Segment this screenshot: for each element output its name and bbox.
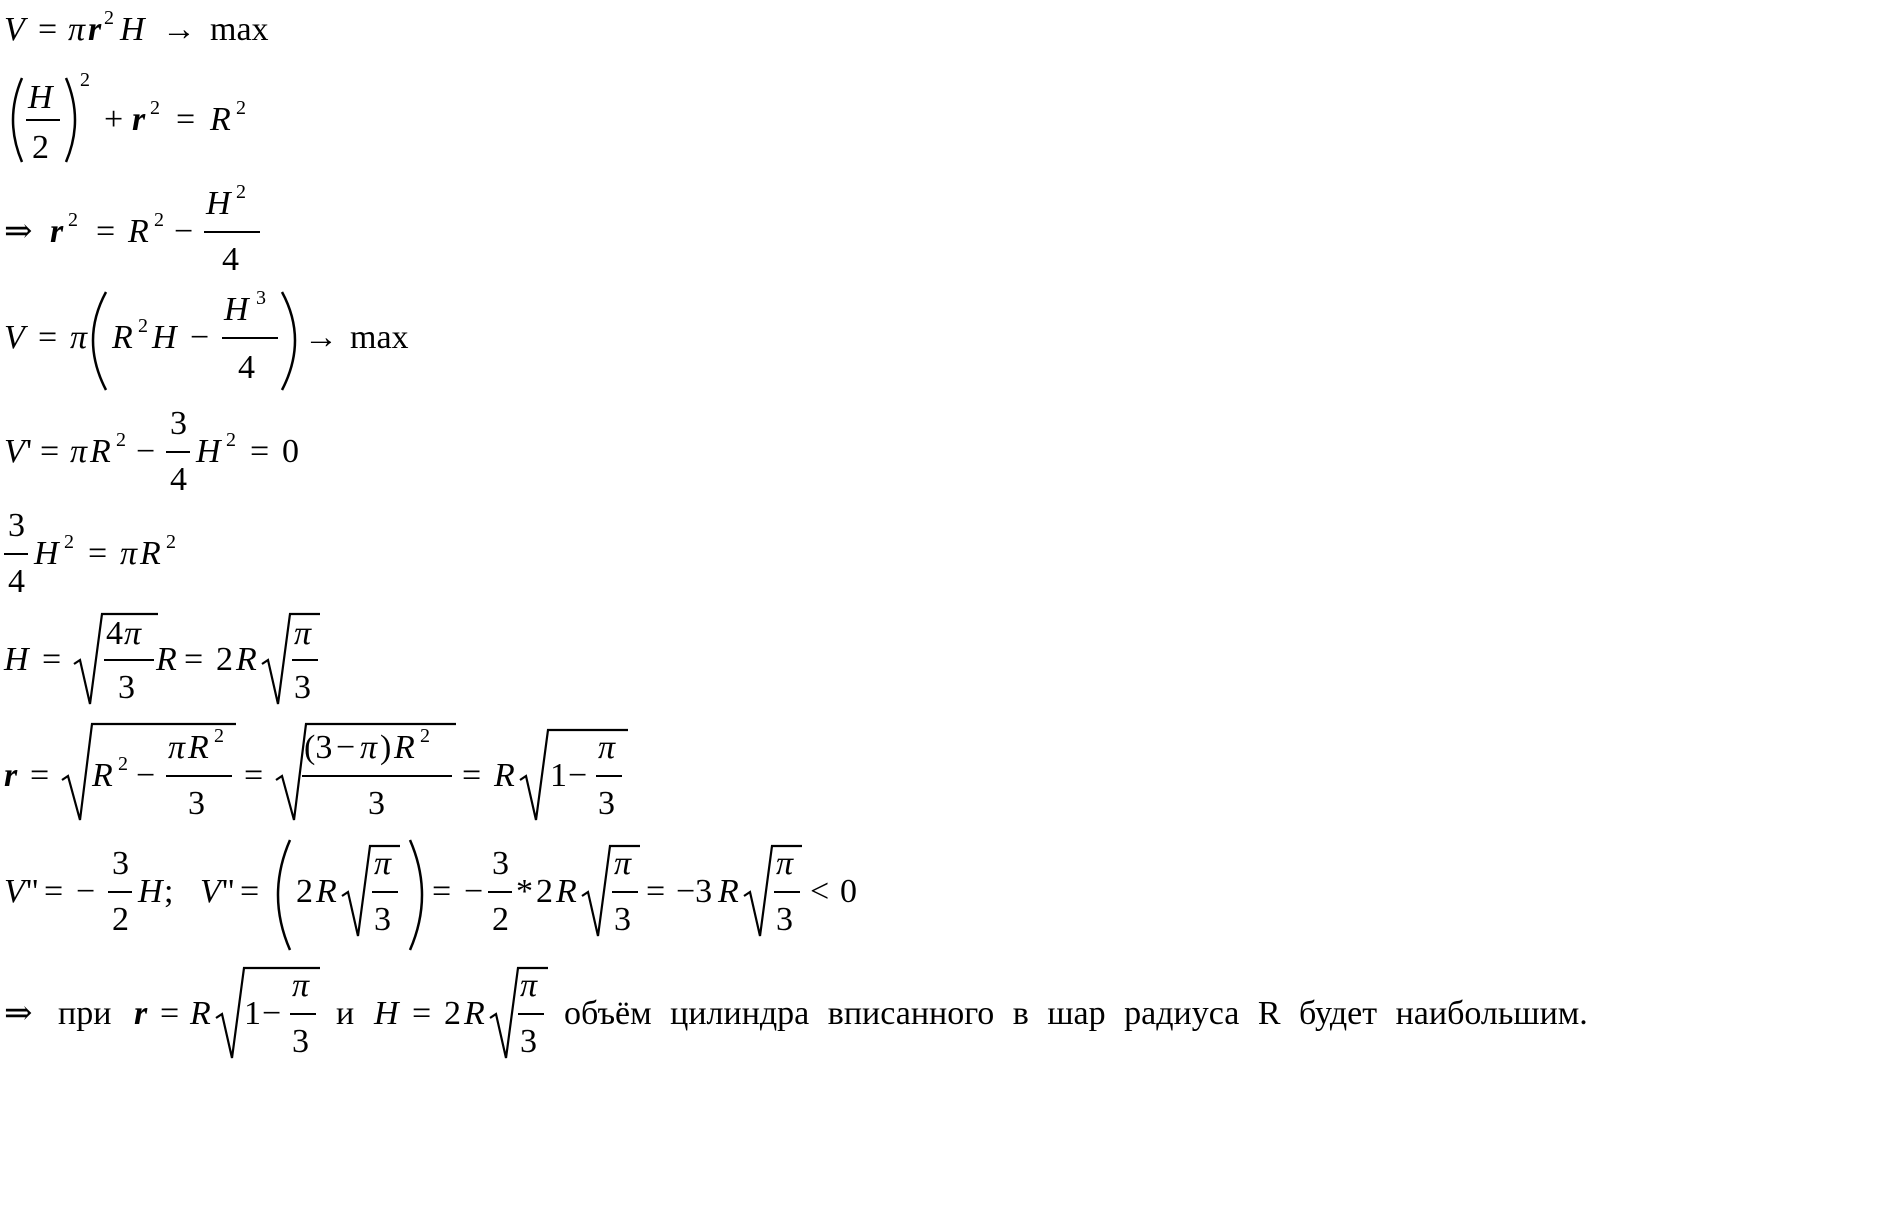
svg-text:3: 3 — [292, 1023, 309, 1060]
svg-text:2: 2 — [492, 901, 509, 938]
equation-4 — [4, 287, 409, 390]
svg-text:R: R — [394, 729, 415, 766]
svg-text:−: − — [568, 757, 588, 794]
svg-text:4: 4 — [238, 349, 255, 386]
svg-text:=: = — [244, 757, 264, 794]
svg-text:r: r — [88, 11, 102, 48]
svg-text:π: π — [294, 615, 312, 652]
svg-text:π: π — [360, 729, 378, 766]
svg-text:2: 2 — [236, 181, 246, 203]
svg-text:=: = — [96, 213, 116, 250]
svg-text:=: = — [462, 757, 482, 794]
svg-text:R: R — [90, 433, 111, 470]
svg-text:R: R — [128, 213, 149, 250]
svg-text:'': '' — [222, 873, 235, 910]
svg-text:π: π — [292, 967, 310, 1004]
max-label: max — [350, 319, 409, 356]
svg-text:H: H — [34, 535, 59, 572]
svg-text:3: 3 — [8, 507, 25, 544]
svg-text:H: H — [28, 79, 53, 116]
svg-text:R: R — [188, 729, 209, 766]
svg-text:V: V — [4, 11, 25, 48]
svg-text:0: 0 — [282, 433, 299, 470]
svg-text:4: 4 — [170, 461, 187, 498]
svg-text:−: − — [190, 319, 210, 356]
equation-3 — [4, 181, 260, 278]
svg-text:H: H — [374, 995, 399, 1032]
svg-text:=: = — [250, 433, 270, 470]
max-label: max — [210, 11, 269, 48]
svg-text:R: R — [156, 641, 177, 678]
svg-text:3: 3 — [118, 669, 135, 706]
svg-text:=: = — [40, 433, 60, 470]
svg-text:4: 4 — [106, 615, 123, 652]
svg-text:V: V — [4, 319, 25, 356]
svg-text:1: 1 — [550, 757, 567, 794]
equation-1 — [4, 7, 269, 48]
svg-text:2: 2 — [68, 209, 78, 231]
svg-text:r: r — [4, 757, 18, 794]
svg-text:R: R — [140, 535, 161, 572]
svg-text:H: H — [196, 433, 221, 470]
svg-text:2: 2 — [420, 725, 430, 747]
svg-text:2: 2 — [236, 97, 246, 119]
svg-text:R: R — [190, 995, 211, 1032]
svg-text:R: R — [316, 873, 337, 910]
svg-text:−: − — [136, 433, 156, 470]
svg-text:2: 2 — [536, 873, 553, 910]
svg-text:→: → — [304, 319, 338, 356]
svg-text:H: H — [224, 291, 249, 328]
svg-text:r: r — [134, 995, 148, 1032]
svg-text:π: π — [70, 433, 88, 470]
svg-text:3: 3 — [188, 785, 205, 822]
svg-text:−: − — [174, 213, 194, 250]
svg-text:;: ; — [164, 873, 174, 910]
svg-text:4: 4 — [222, 241, 239, 278]
svg-text:R: R — [236, 641, 257, 678]
svg-text:π: π — [520, 967, 538, 1004]
svg-text:π: π — [374, 845, 392, 882]
svg-text:3: 3 — [112, 845, 129, 882]
svg-text:2: 2 — [154, 209, 164, 231]
svg-text:H: H — [138, 873, 163, 910]
equation-6 — [4, 507, 176, 600]
svg-text:−: − — [136, 757, 156, 794]
conclusion-pri: при — [58, 995, 112, 1032]
svg-text:R: R — [718, 873, 739, 910]
svg-text:3: 3 — [614, 901, 631, 938]
svg-text:3: 3 — [598, 785, 615, 822]
svg-text:=: = — [44, 873, 64, 910]
svg-text:V: V — [4, 433, 25, 470]
svg-text:r: r — [132, 101, 146, 138]
svg-text:2: 2 — [118, 753, 128, 775]
svg-text:=: = — [88, 535, 108, 572]
svg-text:2: 2 — [216, 641, 233, 678]
svg-text:2: 2 — [214, 725, 224, 747]
svg-text:−: − — [464, 873, 484, 910]
svg-text:→: → — [162, 11, 196, 48]
svg-text:3: 3 — [492, 845, 509, 882]
svg-text:3: 3 — [170, 405, 187, 442]
svg-text:π: π — [70, 319, 88, 356]
conclusion — [4, 967, 1588, 1060]
svg-text:): ) — [380, 729, 392, 766]
svg-text:−: − — [336, 729, 356, 766]
svg-text:−: − — [76, 873, 96, 910]
svg-text:R: R — [494, 757, 515, 794]
svg-text:=: = — [38, 11, 58, 48]
equation-5 — [4, 405, 299, 498]
equation-2 — [13, 69, 246, 166]
svg-text:R: R — [464, 995, 485, 1032]
svg-text:2: 2 — [166, 531, 176, 553]
svg-text:=: = — [176, 101, 196, 138]
svg-text:2: 2 — [64, 531, 74, 553]
svg-text:π: π — [614, 845, 632, 882]
svg-text:=: = — [184, 641, 204, 678]
svg-text:3: 3 — [776, 901, 793, 938]
svg-text:2: 2 — [112, 901, 129, 938]
svg-text:+: + — [104, 101, 124, 138]
svg-text:π: π — [120, 535, 138, 572]
svg-text:2: 2 — [32, 129, 49, 166]
svg-text:R: R — [210, 101, 231, 138]
svg-text:2: 2 — [80, 69, 90, 91]
svg-text:r: r — [50, 213, 64, 250]
svg-text:0: 0 — [840, 873, 857, 910]
conclusion-text: объём цилиндра вписанного в шар радиуса R будет наибольшим. — [564, 995, 1588, 1032]
svg-text:3: 3 — [294, 669, 311, 706]
svg-text:V: V — [4, 873, 25, 910]
conclusion-and: и — [336, 995, 355, 1032]
equation-9 — [4, 840, 857, 950]
svg-text:3: 3 — [368, 785, 385, 822]
svg-text:=: = — [42, 641, 62, 678]
svg-text:4: 4 — [8, 563, 25, 600]
svg-text:3: 3 — [374, 901, 391, 938]
svg-text:H: H — [120, 11, 145, 48]
svg-text:(3: (3 — [304, 729, 333, 766]
svg-text:=: = — [432, 873, 452, 910]
svg-text:⇒: ⇒ — [4, 995, 33, 1032]
svg-text:2: 2 — [138, 315, 148, 337]
svg-text:=: = — [240, 873, 260, 910]
svg-text:': ' — [26, 433, 33, 470]
svg-text:π: π — [124, 615, 142, 652]
svg-text:H: H — [4, 641, 29, 678]
svg-text:=: = — [160, 995, 180, 1032]
svg-text:π: π — [598, 729, 616, 766]
svg-text:H: H — [152, 319, 177, 356]
svg-text:V: V — [200, 873, 221, 910]
equation-8 — [4, 724, 628, 822]
svg-text:3: 3 — [520, 1023, 537, 1060]
svg-text:π: π — [776, 845, 794, 882]
equation-7 — [3, 614, 320, 706]
svg-text:=: = — [412, 995, 432, 1032]
svg-text:H: H — [206, 185, 231, 222]
svg-text:π: π — [168, 729, 186, 766]
svg-text:*: * — [516, 873, 533, 910]
svg-text:−: − — [262, 995, 282, 1032]
svg-text:π: π — [68, 11, 86, 48]
svg-text:=: = — [30, 757, 50, 794]
svg-text:'': '' — [26, 873, 39, 910]
svg-text:<: < — [810, 873, 830, 910]
svg-text:2: 2 — [116, 429, 126, 451]
svg-text:−3: −3 — [676, 873, 713, 910]
svg-text:R: R — [556, 873, 577, 910]
svg-text:=: = — [646, 873, 666, 910]
svg-text:2: 2 — [444, 995, 461, 1032]
svg-text:2: 2 — [104, 7, 114, 29]
svg-text:2: 2 — [150, 97, 160, 119]
svg-text:R: R — [112, 319, 133, 356]
svg-text:⇒: ⇒ — [4, 213, 33, 250]
svg-text:=: = — [38, 319, 58, 356]
svg-text:3: 3 — [256, 287, 266, 309]
svg-text:1: 1 — [244, 995, 261, 1032]
svg-text:R: R — [92, 757, 113, 794]
svg-text:2: 2 — [296, 873, 313, 910]
svg-text:2: 2 — [226, 429, 236, 451]
